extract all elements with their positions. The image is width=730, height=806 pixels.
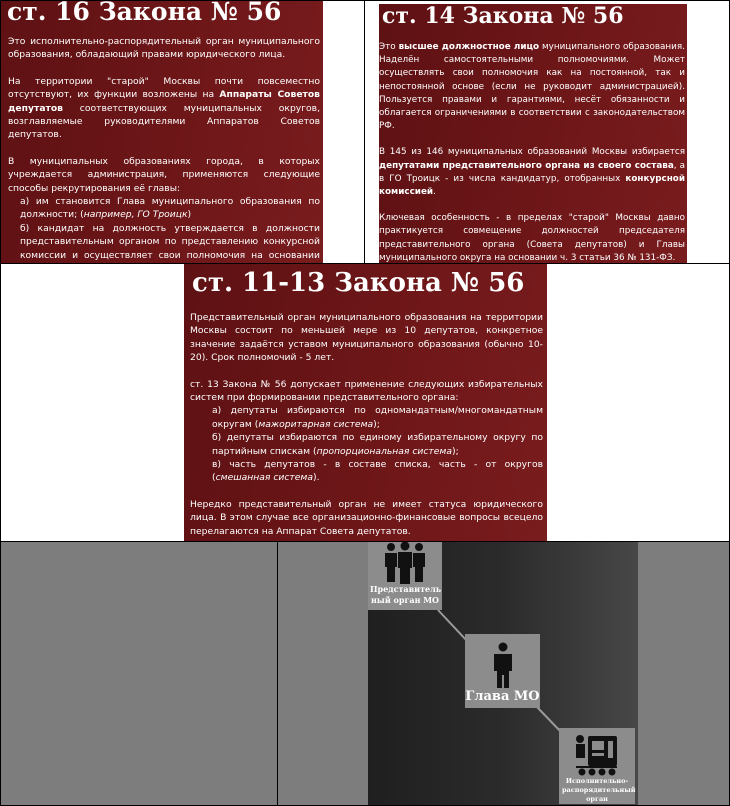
list-item: в) часть депутатов - в составе списка, часть - от округов (смешанная система).: [212, 459, 543, 484]
slide-body: [379, 41, 685, 264]
list-item: а) им становится Глава муниципального образования по должности; (например, ГО Троицк): [20, 196, 320, 221]
paragraph: На территории "старой" Москвы почти повсеместно отсутствуют, их функции возложены на Аппараты Советов депутатов соответствующих муниципальных округов, возглавляемые руководителями Аппаратов Советов депутатов.: [8, 75, 320, 141]
paragraph: В 145 из 146 муниципальных образований Москвы избирается депутатами представительного органа из своего состава, а в ГО Троицк - из числа кандидатур, отобранных конкурсной комиссией.: [379, 147, 686, 198]
diagram-frame: [277, 541, 730, 806]
slide-frame-art16: [0, 0, 365, 264]
paragraph: Это исполнительно-распорядительный орган муниципального образования, обладающий правами юридического лица.: [8, 36, 320, 61]
diagram-node-head: [465, 634, 540, 708]
list-item: б) кандидат на должность утверждается в должности представительным органом по представлению конкурсной комиссии и осуществляет свои полномочия на основании: [20, 222, 320, 261]
list-item: а) депутаты избираются по одномандатным/многомандатным округам (мажоритарная система);: [212, 405, 543, 430]
paragraph: Это высшее должностное лицо муниципального образования. Наделён самостоятельными полномочиями. Может осуществлять свои полномочия как на постоянной, так и непостоянной основе (если не руководит администрацией). Пользуется правами и гарантиями, несёт обязанности и облагается ограничениями в соответствии с законодательством РФ.: [379, 42, 685, 132]
paragraph: Ключевая особенность - в пределах "старой" Москвы давно практикуется совмещение должностей председателя представительного органа (Совета депутатов) и Главы муниципального округа на основании ч. 3 статьи 36 № 131-ФЗ.: [379, 213, 685, 263]
slide-title: ст. 16 Закона № 56: [7, 1, 282, 26]
list-item: б) депутаты избираются по единому избирательному округу по партийным спискам (пропорциональная система);: [212, 432, 543, 457]
paragraph: Нередко представительный орган не имеет статуса юридического лица. В этом случае все организационно-финансовые вопросы всецело перелагаются на Аппарат Совета депутатов.: [190, 498, 543, 537]
slide-frame-art11-13: [0, 263, 730, 542]
paragraph: Представительный орган муниципального образования на территории Москвы состоит по меньшей мере из 10 депутатов, конкретное значение задаётся уставом муниципального образования (обычно 10-20). Срок полномочий - 5 лет.: [190, 312, 543, 364]
slide-title: ст. 14 Закона № 56: [382, 4, 624, 29]
slide-body: [190, 311, 543, 538]
diagram-node-representative-body: [368, 542, 442, 610]
slide-art11-13: [184, 264, 547, 542]
paragraph: В муниципальных образованиях города, в которых учреждается администрация, применяются следующие способы рекрутирования её главы:: [8, 155, 320, 194]
slide-art14: [379, 4, 687, 264]
paragraph: ст. 13 Закона № 56 допускает применение следующих избирательных систем при формировании представительного органа:: [190, 378, 543, 404]
slide-title: ст. 11-13 Закона № 56: [192, 268, 525, 298]
diagram-node-executive-body: [559, 728, 635, 804]
blank-panel: [0, 541, 279, 806]
slide-frame-art14: [364, 0, 730, 264]
group-people-icon: [368, 542, 442, 584]
node-label: Глава МО: [465, 689, 540, 704]
node-label: Исполнительно-распорядительный орган: [562, 777, 636, 803]
train-icon: [559, 733, 635, 777]
person-icon: [465, 642, 540, 690]
slide-body: [8, 35, 320, 264]
slide-art16: [1, 1, 323, 264]
node-label: Представитель ный орган МО: [370, 584, 442, 605]
